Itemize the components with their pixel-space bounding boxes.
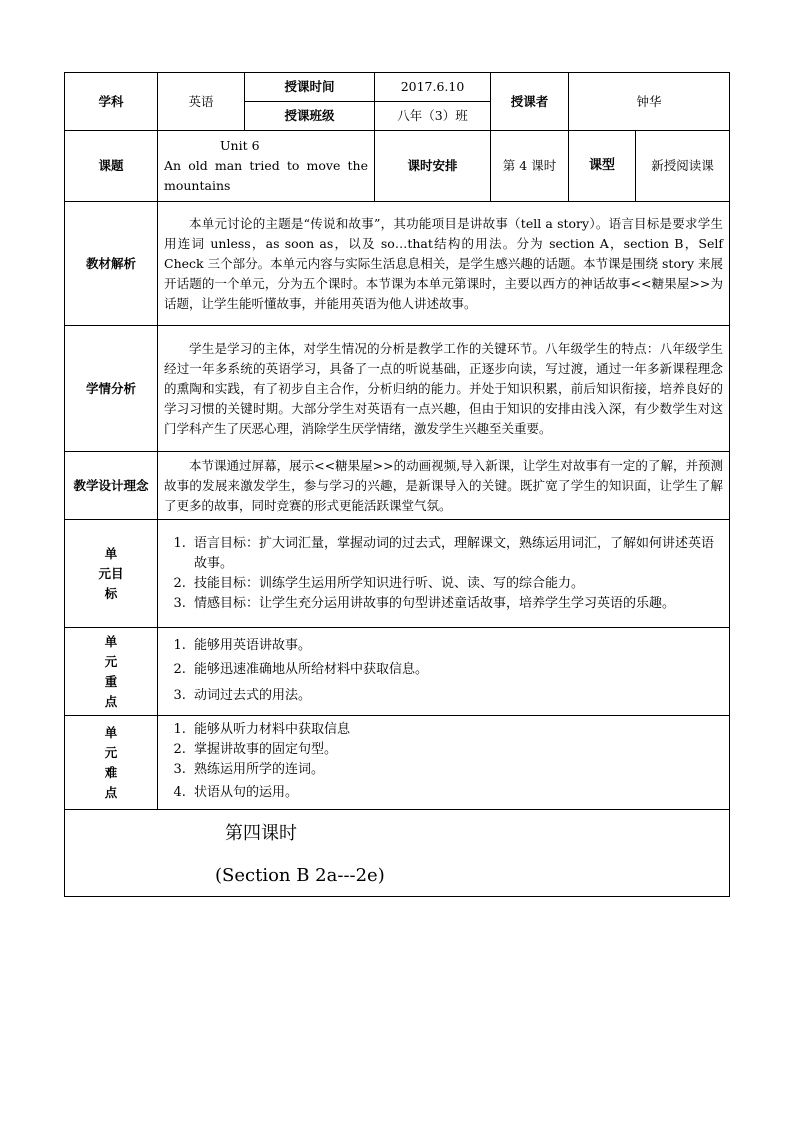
teacher-value: 钟华 (569, 73, 730, 131)
goals-list (164, 534, 723, 614)
list-item: 1. 能够用英语讲故事。 (190, 634, 723, 658)
topic-unit: Unit 6 (220, 138, 260, 153)
key-points-list (164, 634, 723, 710)
students-label: 学情分析 (65, 326, 158, 452)
list-item: 2. 能够迅速准确地从所给材料中获取信息。 (190, 658, 723, 682)
teacher-label: 授课者 (491, 73, 569, 131)
difficulties-row (65, 716, 730, 810)
design-row (65, 452, 730, 520)
lesson-title: 第四课时 (225, 823, 297, 844)
list-item: 3. 熟练运用所学的连词。 (190, 760, 723, 780)
difficulties-label-char: 元 (104, 744, 118, 760)
students-text: 学生是学习的主体，对学生情况的分析是教学工作的关键环节。八年级学生的特点：八年级学生经过一年多系统的英语学习，具备了一点的听说基础，正逐步向读，写过渡，通过一年多新课程理念的熏陶和实践，有了初步自主合作，分析归纳的能力。并处于知识积累，前后知识衔接，培养良好的学习习惯的关键时期。大部分学生对英语有一点兴趣，但由于知识的安排由浅入深，有少数学生对这门学科产生了厌恶心理，消除学生厌学情绪，激发学生兴趣至关重要。 (158, 326, 730, 452)
design-label: 教学设计理念 (65, 452, 158, 520)
list-item: 3. 动词过去式的用法。 (190, 682, 723, 710)
lesson-cell (65, 810, 730, 897)
goals-label (65, 520, 158, 628)
topic-cell (158, 131, 375, 202)
key-points-label-char: 单 (104, 633, 118, 649)
key-points-label (65, 628, 158, 716)
goals-label-char: 单 (104, 545, 118, 561)
list-item: 1. 语言目标：扩大词汇量，掌握动词的过去式，理解课文，熟练运用词汇，了解如何讲述英语故事。 (190, 534, 723, 574)
key-points-label-char: 元 (104, 653, 118, 669)
topic-title: An old man tried to move the mountains (164, 158, 368, 193)
topic-row (65, 131, 730, 202)
goals-label-char: 标 (104, 585, 118, 601)
goals-row (65, 520, 730, 628)
goals-cell (158, 520, 730, 628)
list-item: 2. 技能目标：训练学生运用所学知识进行听、说、读、写的综合能力。 (190, 574, 723, 594)
difficulties-cell (158, 716, 730, 810)
lesson-row (65, 810, 730, 897)
key-points-row (65, 628, 730, 716)
list-item: 1. 能够从听力材料中获取信息 (190, 720, 723, 740)
difficulties-label-char: 难 (104, 764, 118, 780)
type-value: 新授阅读课 (651, 158, 714, 173)
design-text: 本节课通过屏幕，展示<<糖果屋>>的动画视频,导入新课，让学生对故事有一定的了解，并预测故事的发展来激发学生，参与学习的兴趣，是新课导入的关键。既扩宽了学生的知识面，让学生了解了更多的故事，同时竞赛的形式更能活跃课堂气氛。 (158, 452, 730, 520)
schedule-label: 课时安排 (375, 131, 491, 202)
topic-label: 课题 (65, 131, 158, 202)
class-label: 授课班级 (245, 102, 375, 131)
difficulties-list (164, 720, 723, 806)
time-label: 授课时间 (245, 73, 375, 102)
list-item: 3. 情感目标：让学生充分运用讲故事的句型讲述童话故事，培养学生学习英语的乐趣。 (190, 594, 723, 614)
key-points-label-char: 点 (104, 693, 118, 709)
difficulties-label-char: 点 (104, 784, 118, 800)
students-row (65, 326, 730, 452)
type-label: 课型 (569, 131, 636, 201)
key-points-label-char: 重 (104, 673, 118, 689)
difficulties-label (65, 716, 158, 810)
lesson-plan-table (64, 72, 730, 897)
class-value: 八年（3）班 (375, 102, 491, 131)
subject-value: 英语 (158, 73, 245, 131)
list-item: 4. 状语从句的运用。 (190, 780, 723, 806)
header-row-1 (65, 73, 730, 102)
type-cell (569, 131, 730, 202)
textbook-label: 教材解析 (65, 202, 158, 326)
list-item: 2. 掌握讲故事的固定句型。 (190, 740, 723, 760)
time-value: 2017.6.10 (375, 73, 491, 102)
goals-label-char: 元目 (98, 565, 124, 581)
textbook-text: 本单元讨论的主题是“传说和故事”，其功能项目是讲故事（tell a story）。语言目标是要求学生用连词 unless，as soon as，以及 so…that结构的用法。分为 section A，section B，Self Check 三个部分。本单元内容与实际生活息息相关，是学生感兴趣的话题。本节课是围绕 story 来展开话题的一个单元，分为五个课时。本节课为本单元第课时，主要以西方的神话故事<<糖果屋>>为话题，让学生能听懂故事，并能用英语为他人讲述故事。 (158, 202, 730, 326)
key-points-cell (158, 628, 730, 716)
lesson-section: (Section B 2a---2e) (215, 865, 385, 886)
subject-label: 学科 (65, 73, 158, 131)
textbook-row (65, 202, 730, 326)
difficulties-label-char: 单 (104, 724, 118, 740)
schedule-value: 第 4 课时 (491, 131, 569, 202)
